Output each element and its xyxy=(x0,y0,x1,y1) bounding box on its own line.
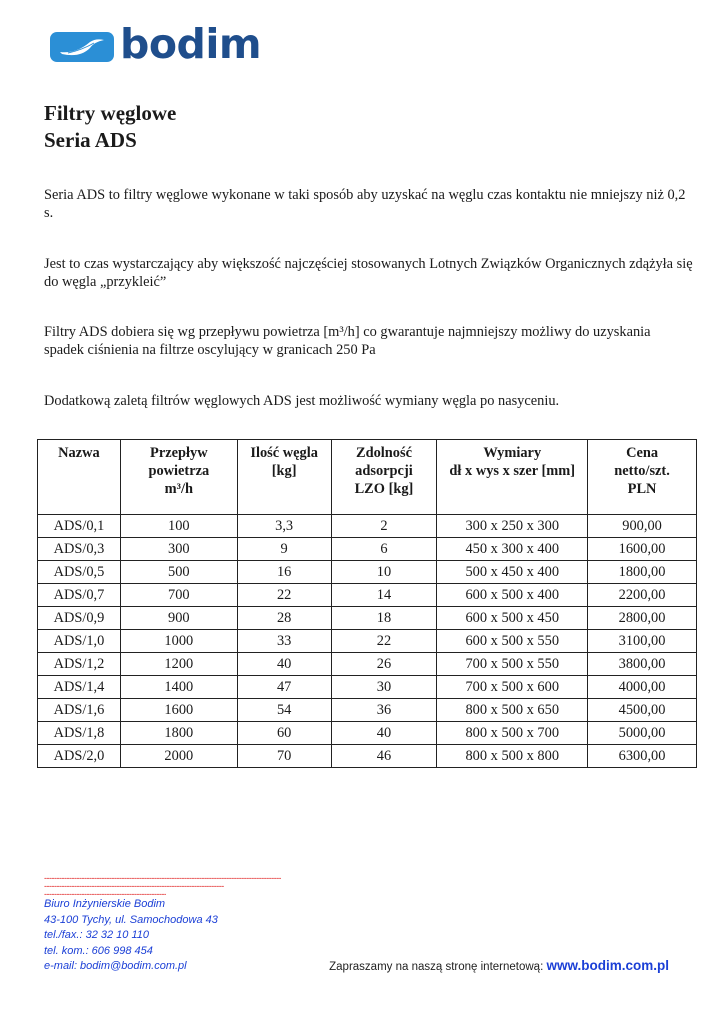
cell-price: 1600,00 xyxy=(588,538,697,561)
cell-adsorption: 2 xyxy=(331,515,437,538)
cell-carbon: 16 xyxy=(237,561,331,584)
table-row xyxy=(38,561,697,584)
cell-dimensions: 700 x 500 x 600 xyxy=(437,676,588,699)
website-link[interactable]: www.bodim.com.pl xyxy=(546,958,669,973)
cell-dimensions: 600 x 500 x 550 xyxy=(437,630,588,653)
table-row xyxy=(38,699,697,722)
cell-adsorption: 18 xyxy=(331,607,437,630)
website-invite xyxy=(329,958,669,973)
cell-adsorption: 10 xyxy=(331,561,437,584)
cell-price: 900,00 xyxy=(588,515,697,538)
company-name: Biuro Inżynierskie Bodim xyxy=(44,898,166,910)
table-header-row xyxy=(38,440,697,515)
cell-name: ADS/0,3 xyxy=(38,538,121,561)
cell-airflow: 1400 xyxy=(120,676,237,699)
paragraph-contact-time: Seria ADS to filtry węglowe wykonane w taki sposób aby uzyskać na węglu czas kontaktu nie mniejszy niż 0,2 s. xyxy=(44,187,686,221)
cell-name: ADS/0,9 xyxy=(38,607,121,630)
cell-carbon: 47 xyxy=(237,676,331,699)
title-line-2: Seria ADS xyxy=(44,128,137,152)
cell-dimensions: 700 x 500 x 550 xyxy=(437,653,588,676)
table-row xyxy=(38,653,697,676)
cell-airflow: 2000 xyxy=(120,745,237,768)
footer-divider-2: ------------------------------------------------------------------------ xyxy=(44,882,224,890)
cell-name: ADS/1,6 xyxy=(38,699,121,722)
cell-adsorption: 40 xyxy=(331,722,437,745)
cell-adsorption: 46 xyxy=(331,745,437,768)
title-line-1: Filtry węglowe xyxy=(44,101,177,125)
cell-airflow: 300 xyxy=(120,538,237,561)
invite-text: Zapraszamy na naszą stronę internetową: xyxy=(329,961,547,973)
cell-price: 2200,00 xyxy=(588,584,697,607)
cell-carbon: 70 xyxy=(237,745,331,768)
paragraph-selection: Filtry ADS dobiera się wg przepływu powietrza [m³/h] co gwarantuje najmniejszy możliwy do uzyskania spadek ciśnienia na filtrze oscylujący w granicach 250 Pa xyxy=(44,324,651,358)
logo-feather-icon xyxy=(50,32,114,62)
cell-dimensions: 500 x 450 x 400 xyxy=(437,561,588,584)
cell-carbon: 54 xyxy=(237,699,331,722)
cell-price: 3100,00 xyxy=(588,630,697,653)
cell-adsorption: 26 xyxy=(331,653,437,676)
cell-carbon: 60 xyxy=(237,722,331,745)
cell-dimensions: 450 x 300 x 400 xyxy=(437,538,588,561)
footer-divider-1: ----------------------------------------------------------------------------------------------- xyxy=(44,874,282,882)
page-title xyxy=(44,100,176,154)
table-row xyxy=(38,607,697,630)
header-name: Nazwa xyxy=(38,440,121,515)
table-row xyxy=(38,676,697,699)
table-row xyxy=(38,515,697,538)
cell-adsorption: 22 xyxy=(331,630,437,653)
cell-adsorption: 30 xyxy=(331,676,437,699)
footer-divider-3: ------------------------------------------------- xyxy=(44,890,167,898)
cell-name: ADS/1,8 xyxy=(38,722,121,745)
table-row xyxy=(38,584,697,607)
cell-carbon: 28 xyxy=(237,607,331,630)
cell-dimensions: 800 x 500 x 800 xyxy=(437,745,588,768)
header-airflow: Przepływ powietrza m³/h xyxy=(120,440,237,515)
cell-carbon: 40 xyxy=(237,653,331,676)
cell-dimensions: 600 x 500 x 400 xyxy=(437,584,588,607)
cell-airflow: 1000 xyxy=(120,630,237,653)
cell-dimensions: 600 x 500 x 450 xyxy=(437,607,588,630)
cell-airflow: 1600 xyxy=(120,699,237,722)
cell-name: ADS/0,1 xyxy=(38,515,121,538)
header-adsorption: Zdolność adsorpcji LZO [kg] xyxy=(331,440,437,515)
paragraph-voc: Jest to czas wystarczający aby większość najczęściej stosowanych Lotnych Związków Organicznych zdążyła się do węgla „przykleić” xyxy=(44,256,693,290)
cell-name: ADS/1,4 xyxy=(38,676,121,699)
cell-carbon: 33 xyxy=(237,630,331,653)
table-body xyxy=(38,515,697,768)
company-phone: tel./fax.: 32 32 10 110 xyxy=(44,929,149,941)
cell-airflow: 500 xyxy=(120,561,237,584)
cell-name: ADS/1,2 xyxy=(38,653,121,676)
cell-carbon: 22 xyxy=(237,584,331,607)
cell-price: 1800,00 xyxy=(588,561,697,584)
cell-name: ADS/0,5 xyxy=(38,561,121,584)
cell-airflow: 1200 xyxy=(120,653,237,676)
cell-price: 6300,00 xyxy=(588,745,697,768)
company-address: 43-100 Tychy, ul. Samochodowa 43 xyxy=(44,913,218,926)
cell-dimensions: 800 x 500 x 700 xyxy=(437,722,588,745)
header-dimensions: Wymiary dł x wys x szer [mm] xyxy=(437,440,588,515)
contact-block xyxy=(44,897,218,975)
cell-airflow: 900 xyxy=(120,607,237,630)
cell-price: 3800,00 xyxy=(588,653,697,676)
paragraph-advantage: Dodatkową zaletą filtrów węglowych ADS jest możliwość wymiany węgla po nasyceniu. xyxy=(44,393,560,409)
cell-price: 4500,00 xyxy=(588,699,697,722)
cell-dimensions: 800 x 500 x 650 xyxy=(437,699,588,722)
specification-table xyxy=(37,439,697,768)
cell-price: 5000,00 xyxy=(588,722,697,745)
table-row xyxy=(38,538,697,561)
table-row xyxy=(38,722,697,745)
header-carbon-amount: Ilość węgla [kg] xyxy=(237,440,331,515)
cell-airflow: 100 xyxy=(120,515,237,538)
company-mobile: tel. kom.: 606 998 454 xyxy=(44,944,153,957)
cell-name: ADS/2,0 xyxy=(38,745,121,768)
table-row xyxy=(38,630,697,653)
cell-price: 4000,00 xyxy=(588,676,697,699)
cell-adsorption: 6 xyxy=(331,538,437,561)
cell-name: ADS/1,0 xyxy=(38,630,121,653)
table-row xyxy=(38,745,697,768)
cell-adsorption: 36 xyxy=(331,699,437,722)
cell-dimensions: 300 x 250 x 300 xyxy=(437,515,588,538)
cell-carbon: 9 xyxy=(237,538,331,561)
company-email[interactable]: e-mail: bodim@bodim.com.pl xyxy=(44,960,187,972)
brand-logo xyxy=(50,20,290,72)
brand-name: bodim xyxy=(120,20,262,68)
cell-name: ADS/0,7 xyxy=(38,584,121,607)
cell-airflow: 1800 xyxy=(120,722,237,745)
cell-price: 2800,00 xyxy=(588,607,697,630)
cell-adsorption: 14 xyxy=(331,584,437,607)
cell-carbon: 3,3 xyxy=(237,515,331,538)
cell-airflow: 700 xyxy=(120,584,237,607)
header-price: Cena netto/szt. PLN xyxy=(588,440,697,515)
